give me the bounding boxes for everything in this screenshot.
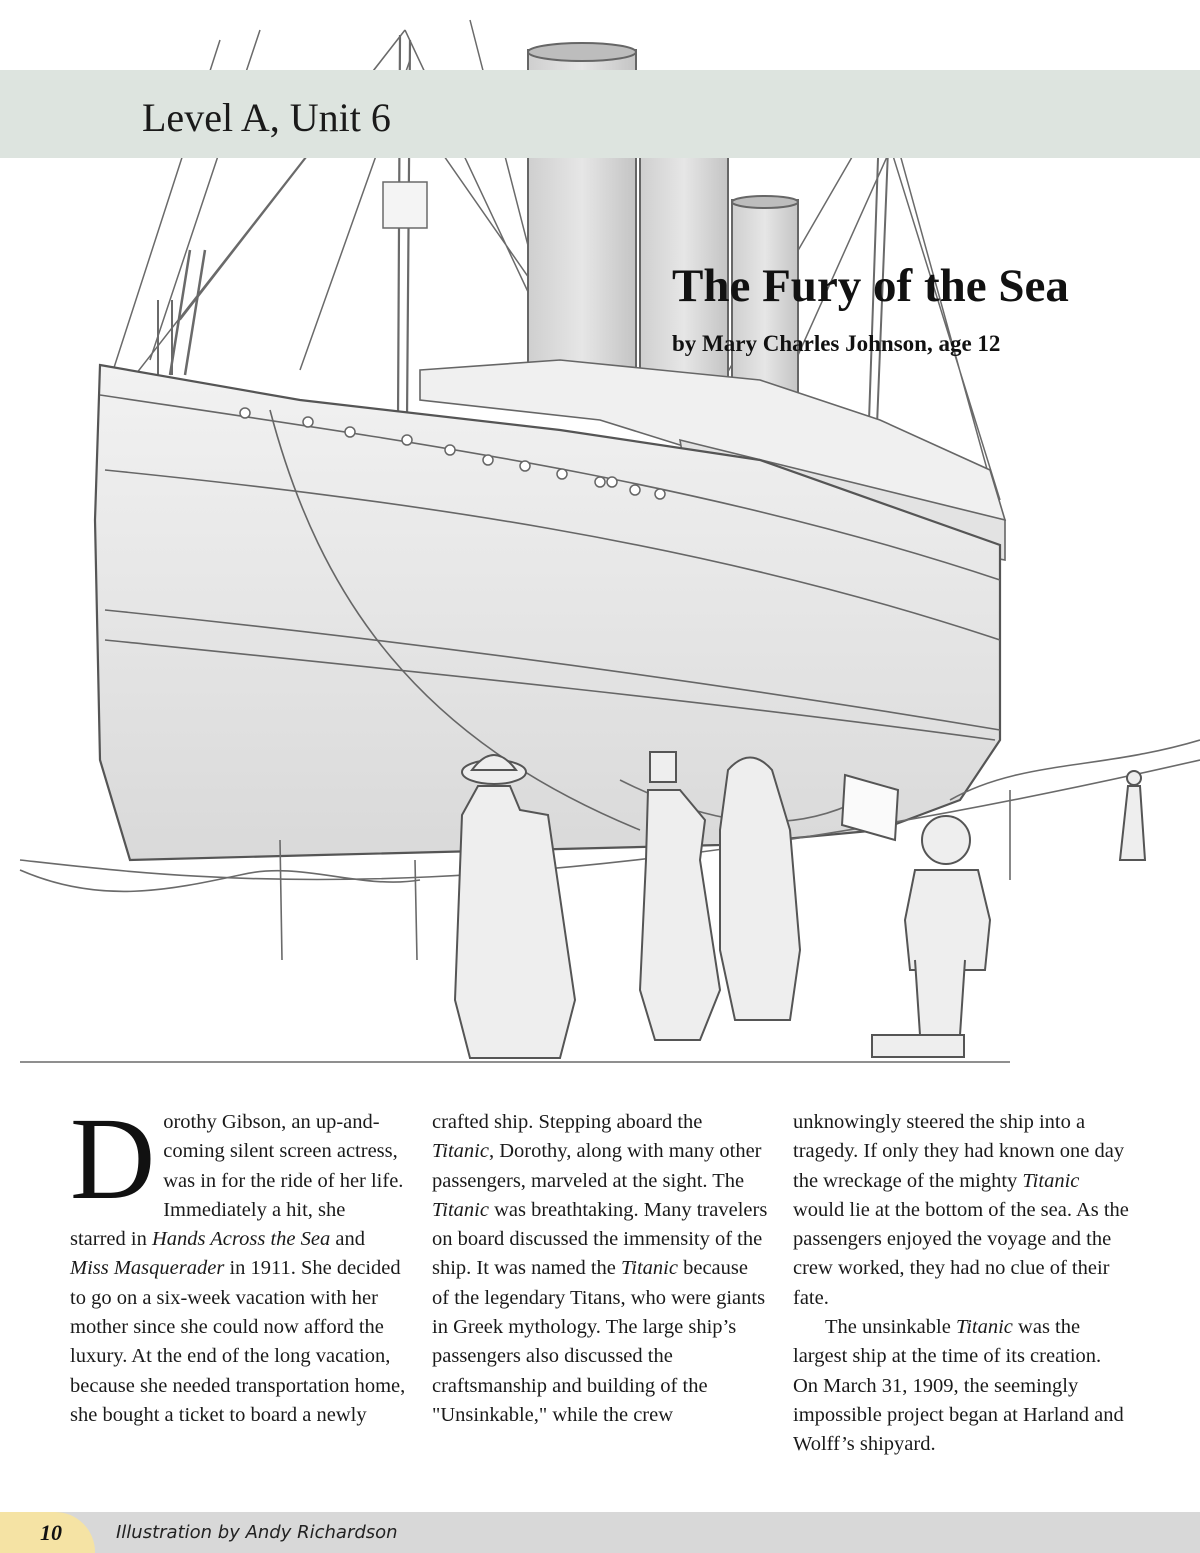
page-number: 10 (40, 1520, 62, 1545)
col2-ship-name-2: Titanic (432, 1198, 489, 1221)
body-column-2 (432, 1108, 768, 1488)
body-column-1 (70, 1093, 406, 1488)
article-title: The Fury of the Sea (672, 260, 1069, 312)
body-column-3 (793, 1108, 1131, 1488)
col1-film-title-2: Miss Masquerader (70, 1257, 225, 1280)
col2-ship-name-3: Titanic (621, 1257, 678, 1280)
col2-text-4: because of the legendary Titans, who were giants in Greek mythology. The large ship’s passengers also discussed the craftsmanship and building of the "Unsinkable," while the crew (432, 1257, 766, 1426)
article-byline: by Mary Charles Johnson, age 12 (672, 331, 1001, 356)
unit-label: Level A, Unit 6 (142, 95, 391, 140)
drop-cap: D (70, 1093, 156, 1224)
col3-paragraph-2 (793, 1313, 1131, 1459)
col3-text-1: unknowingly steered the ship into a tragedy. If only they had known one day the wreckage of the mighty (793, 1111, 1125, 1192)
col1-film-title-1: Hands Across the Sea (151, 1228, 331, 1251)
illustration-credit: Illustration by Andy Richardson (116, 1522, 398, 1543)
col1-text-1: orothy Gibson, an up-and-coming silent screen actress, was in for the ride of her life. Immediately a hit, she starred in (70, 1111, 404, 1251)
col3-p2-ship-name: Titanic (955, 1316, 1013, 1339)
col2-text-1: crafted ship. Stepping aboard the (432, 1111, 703, 1133)
col1-text-3: in 1911. She decided to go on a six-week vacation with her mother since she could now afford the luxury. At the end of the long vacation, because she needed transportation home, she bought a ticket to board a newly (70, 1257, 406, 1426)
col2-ship-name-1: Titanic (432, 1140, 489, 1163)
col2-text-3: was breathtaking. Many travelers on board discussed the immensity of the ship. It was named the (432, 1198, 768, 1280)
col3-text-2: would lie at the bottom of the sea. As the passengers enjoyed the voyage and the crew worked, they had no clue of their fate. (793, 1198, 1129, 1309)
col3-p2-text-1: The unsinkable (825, 1316, 956, 1339)
col3-p2-text-2: was the largest ship at the time of its creation. On March 31, 1909, the seemingly impossible project began at Harland and Wolff’s shipyard. (793, 1316, 1124, 1456)
col3-ship-name-1: Titanic (1022, 1169, 1080, 1192)
col2-text-2: , Dorothy, along with many other passengers, marveled at the sight. The (432, 1140, 762, 1192)
col1-text-2: and (330, 1228, 365, 1251)
